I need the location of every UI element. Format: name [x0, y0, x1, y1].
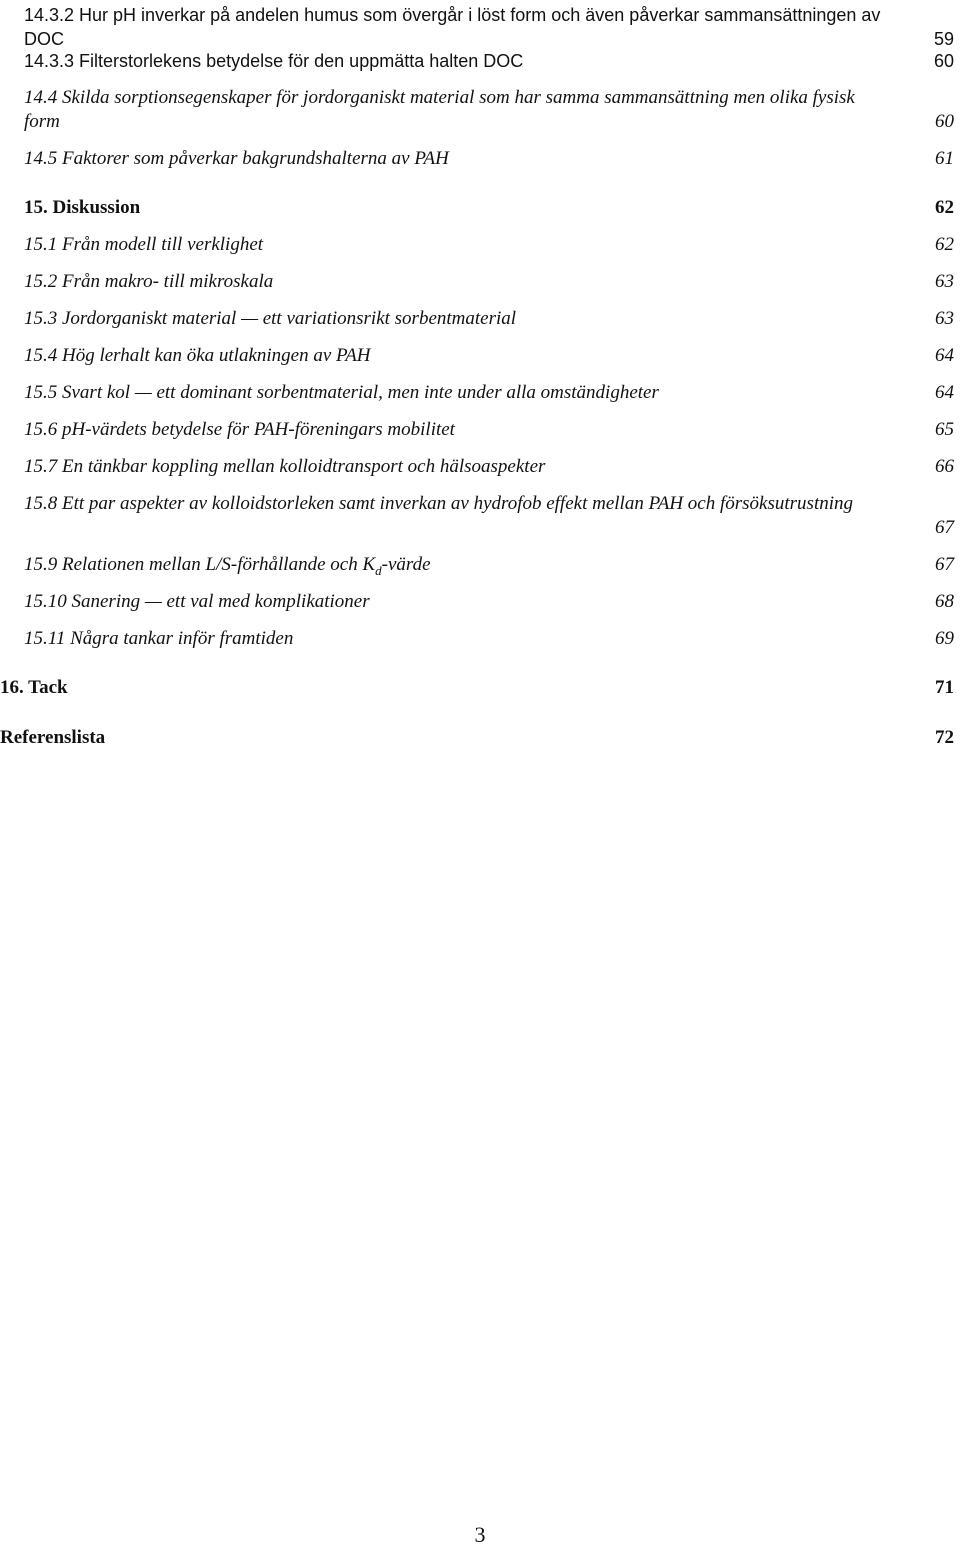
toc-entry-label: 15.1 Från modell till verklighet: [24, 234, 264, 255]
toc-entry-label: Referenslista: [0, 727, 106, 748]
toc-entry-15-9: [0, 553, 960, 577]
toc-entry-page: 60: [933, 51, 954, 71]
toc-entry-page: 63: [935, 271, 954, 292]
toc-entry-14-3-3: [0, 49, 960, 73]
toc-entry-page: 65: [935, 419, 954, 440]
toc-entry-14-4: [0, 86, 960, 134]
toc-entry-page: 62: [935, 197, 954, 218]
toc-entry-page: 61: [935, 148, 954, 169]
toc-entry-15-1: [0, 233, 960, 257]
toc-entry-15-8: [0, 492, 960, 540]
toc-entry-page: 63: [935, 308, 954, 329]
toc-entry-referenslista: [0, 726, 960, 750]
toc-entry-page: 69: [935, 628, 954, 649]
toc-entry-15-3: [0, 307, 960, 331]
toc-entry-label-main: 15.9 Relationen mellan L/S-förhållande och K: [24, 554, 376, 575]
toc-entry-label: 14.3.2 Hur pH inverkar på andelen humus som övergår i löst form och även påverkar sammansättningen av: [24, 5, 881, 25]
page-number: 3: [474, 1522, 486, 1547]
toc-entry-label: 15.11 Några tankar inför framtiden: [24, 628, 294, 649]
toc-entry-label: [24, 553, 431, 577]
toc-entry-14-5: [0, 147, 960, 171]
toc-entry-15-2: [0, 270, 960, 294]
toc-entry-15-6: [0, 418, 960, 442]
toc-entry-label: 14.4 Skilda sorptionsegenskaper för jordorganiskt material som har samma sammansättning men olika fysisk: [24, 87, 855, 108]
toc-entry-subscript: d: [375, 562, 382, 578]
toc-entry-label: 16. Tack: [0, 677, 68, 698]
toc-entry-label: 15.6 pH-värdets betydelse för PAH-föreningars mobilitet: [24, 419, 455, 440]
toc-entry-page: 64: [935, 382, 954, 403]
toc-entry-page: 72: [935, 727, 954, 748]
toc-entry-page: 62: [935, 234, 954, 255]
toc-entry-15-5: [0, 381, 960, 405]
toc-entry-15-10: [0, 590, 960, 614]
toc-entry-label: 15.3 Jordorganiskt material — ett variationsrikt sorbentmaterial: [24, 308, 517, 329]
toc-entry-label: 15.7 En tänkbar koppling mellan kolloidtransport och hälsoaspekter: [24, 456, 546, 477]
toc-entry-15-4: [0, 344, 960, 368]
toc-entry-label-suffix: -värde: [381, 554, 431, 575]
toc-entry-label: 15.8 Ett par aspekter av kolloidstorleken samt inverkan av hydrofob effekt mellan PAH och försöksutrustning: [24, 493, 854, 514]
toc-entry-label: 15. Diskussion: [24, 197, 141, 218]
toc-entry-14-3-2: [0, 3, 960, 51]
toc-entry-15-11: [0, 627, 960, 651]
toc-entry-page: 67: [935, 517, 954, 538]
toc-entry-page: 68: [935, 591, 954, 612]
toc-entry-page: 64: [935, 345, 954, 366]
toc-entry-page: 71: [935, 677, 954, 698]
toc-entry-label: 14.3.3 Filterstorlekens betydelse för den uppmätta halten DOC: [24, 51, 524, 71]
toc-entry-label: DOC: [24, 29, 64, 49]
toc-entry-page: 67: [935, 554, 954, 575]
toc-entry-page: 66: [935, 456, 954, 477]
toc-entry-page: 59: [933, 29, 954, 49]
toc-entry-label: 14.5 Faktorer som påverkar bakgrundshalterna av PAH: [24, 148, 449, 169]
toc-entry-label: 15.2 Från makro- till mikroskala: [24, 271, 274, 292]
toc-entry-label: form: [24, 111, 60, 132]
toc-entry-page: 60: [935, 111, 954, 132]
toc-entry-15: [0, 196, 960, 220]
toc-entry-label: 15.10 Sanering — ett val med komplikationer: [24, 591, 370, 612]
toc-entry-15-7: [0, 455, 960, 479]
toc-entry-16: [0, 676, 960, 700]
toc-entry-label: 15.4 Hög lerhalt kan öka utlakningen av PAH: [24, 345, 371, 366]
toc-entry-label: 15.5 Svart kol — ett dominant sorbentmaterial, men inte under alla omständigheter: [24, 382, 659, 403]
